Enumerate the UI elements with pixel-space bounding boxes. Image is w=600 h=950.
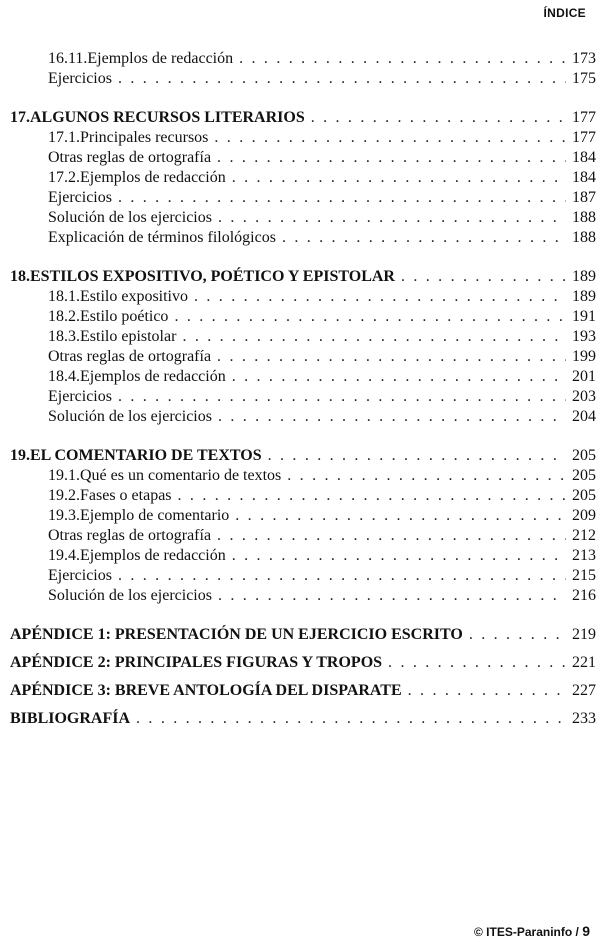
toc-entry-page: 203 bbox=[572, 388, 596, 405]
table-of-contents bbox=[10, 49, 596, 729]
toc-entry bbox=[10, 307, 596, 327]
toc-entry-page: 191 bbox=[572, 308, 596, 325]
toc-entry bbox=[10, 566, 596, 586]
toc-entry-page: 205 bbox=[572, 467, 596, 484]
toc-bibliography-title: BIBLIOGRAFÍA bbox=[10, 710, 131, 727]
dot-leader bbox=[218, 407, 566, 427]
toc-appendix bbox=[10, 653, 596, 673]
dot-leader bbox=[217, 148, 566, 168]
toc-entry bbox=[10, 486, 596, 506]
toc-entry-number: 18.1. bbox=[48, 288, 80, 305]
toc-entry bbox=[10, 208, 596, 228]
dot-leader bbox=[268, 446, 566, 466]
toc-entry-title: Ejercicios bbox=[48, 70, 112, 87]
toc-entry-number: 19.1. bbox=[48, 467, 80, 484]
toc-entry-title: Solución de los ejercicios bbox=[48, 209, 212, 226]
toc-appendix bbox=[10, 625, 596, 645]
toc-entry bbox=[10, 148, 596, 168]
toc-appendix-page: 227 bbox=[572, 682, 596, 699]
dot-leader bbox=[218, 586, 566, 606]
dot-leader bbox=[401, 267, 566, 287]
toc-entry-title: Ejemplo de comentario bbox=[80, 507, 230, 524]
toc-entry-title: Ejercicios bbox=[48, 189, 112, 206]
toc-entry-title: Otras reglas de ortografía bbox=[48, 527, 212, 544]
toc-chapter-title: EL COMENTARIO DE TEXTOS bbox=[30, 447, 262, 464]
dot-leader bbox=[217, 347, 566, 367]
publisher-credit: © ITES-Paraninfo / bbox=[474, 925, 579, 939]
toc-entry-page: 213 bbox=[572, 547, 596, 564]
dot-leader bbox=[469, 625, 566, 645]
dot-leader bbox=[232, 168, 566, 188]
toc-entry-title: Otras reglas de ortografía bbox=[48, 348, 212, 365]
dot-leader bbox=[232, 367, 566, 387]
toc-bibliography-page: 233 bbox=[572, 710, 596, 727]
toc-entry-number: 18.3. bbox=[48, 328, 80, 345]
page-footer bbox=[474, 923, 590, 939]
toc-entry-number: 16.11. bbox=[48, 50, 88, 67]
toc-entry bbox=[10, 69, 596, 89]
toc-entry bbox=[10, 168, 596, 188]
toc-entry bbox=[10, 188, 596, 208]
toc-appendix-title: APÉNDICE 1: PRESENTACIÓN DE UN EJERCICIO ESCRITO bbox=[10, 626, 463, 643]
toc-entry-page: 215 bbox=[572, 567, 596, 584]
toc-chapter-page: 189 bbox=[572, 268, 596, 285]
toc-bibliography bbox=[10, 709, 596, 729]
toc-entry bbox=[10, 506, 596, 526]
toc-entry-title: Ejercicios bbox=[48, 388, 112, 405]
toc-entry bbox=[10, 526, 596, 546]
dot-leader bbox=[232, 546, 566, 566]
toc-chapter-title: ALGUNOS RECURSOS LITERARIOS bbox=[30, 109, 305, 126]
toc-entry bbox=[10, 367, 596, 387]
toc-entry-title: Explicación de términos filológicos bbox=[48, 229, 276, 246]
dot-leader bbox=[118, 69, 566, 89]
toc-entry-number: 18.4. bbox=[48, 368, 80, 385]
dot-leader bbox=[217, 526, 566, 546]
toc-chapter-title: ESTILOS EXPOSITIVO, POÉTICO Y EPISTOLAR bbox=[30, 268, 395, 285]
toc-entry bbox=[10, 407, 596, 427]
toc-entry bbox=[10, 586, 596, 606]
toc-entry-number: 17.2. bbox=[48, 169, 80, 186]
toc-entry-title: Principales recursos bbox=[80, 129, 209, 146]
toc-entry bbox=[10, 128, 596, 148]
toc-chapter-number: 18. bbox=[10, 268, 30, 285]
toc-entry-title: Estilo poético bbox=[80, 308, 169, 325]
page-number: 9 bbox=[582, 923, 590, 939]
toc-chapter-page: 205 bbox=[572, 447, 596, 464]
toc-entry bbox=[10, 287, 596, 307]
dot-leader bbox=[218, 208, 566, 228]
toc-appendix-page: 219 bbox=[572, 626, 596, 643]
toc-appendix-title: APÉNDICE 3: BREVE ANTOLOGÍA DEL DISPARATE bbox=[10, 682, 402, 699]
toc-entry-number: 18.2. bbox=[48, 308, 80, 325]
toc-entry-title: Ejemplos de redacción bbox=[80, 169, 226, 186]
toc-entry-page: 188 bbox=[572, 229, 596, 246]
toc-chapter-number: 17. bbox=[10, 109, 30, 126]
toc-entry-title: Otras reglas de ortografía bbox=[48, 149, 212, 166]
dot-leader bbox=[118, 387, 566, 407]
toc-entry-page: 209 bbox=[572, 507, 596, 524]
toc-entry-page: 216 bbox=[572, 587, 596, 604]
dot-leader bbox=[282, 228, 566, 248]
toc-entry-number: 19.3. bbox=[48, 507, 80, 524]
dot-leader bbox=[136, 709, 566, 729]
toc-entry-title: Ejemplos de redacción bbox=[80, 368, 226, 385]
dot-leader bbox=[239, 49, 566, 69]
toc-entry bbox=[10, 546, 596, 566]
toc-entry-page: 212 bbox=[572, 527, 596, 544]
toc-entry-page: 193 bbox=[572, 328, 596, 345]
toc-entry-number: 19.4. bbox=[48, 547, 80, 564]
toc-entry-page: 189 bbox=[572, 288, 596, 305]
dot-leader bbox=[118, 566, 566, 586]
dot-leader bbox=[311, 108, 566, 128]
toc-chapter bbox=[10, 267, 596, 287]
dot-leader bbox=[118, 188, 566, 208]
toc-entry-page: 173 bbox=[572, 50, 596, 67]
toc-entry bbox=[10, 466, 596, 486]
dot-leader bbox=[287, 466, 566, 486]
toc-chapter-number: 19. bbox=[10, 447, 30, 464]
toc-entry-title: Ejemplos de redacción bbox=[87, 50, 234, 67]
toc-entry-title: Fases o etapas bbox=[80, 487, 172, 504]
dot-leader bbox=[182, 327, 566, 347]
toc-entry-title: Ejercicios bbox=[48, 567, 112, 584]
toc-chapter bbox=[10, 108, 596, 128]
dot-leader bbox=[408, 681, 566, 701]
toc-entry-page: 184 bbox=[572, 169, 596, 186]
toc-entry bbox=[10, 327, 596, 347]
dot-leader bbox=[174, 307, 566, 327]
toc-entry bbox=[10, 228, 596, 248]
running-header: ÍNDICE bbox=[543, 6, 586, 20]
toc-entry-page: 201 bbox=[572, 368, 596, 385]
toc-entry bbox=[10, 347, 596, 367]
dot-leader bbox=[178, 486, 566, 506]
toc-entry-number: 17.1. bbox=[48, 129, 80, 146]
toc-entry-title: Qué es un comentario de textos bbox=[80, 467, 282, 484]
toc-entry-page: 175 bbox=[572, 70, 596, 87]
toc-entry-page: 204 bbox=[572, 408, 596, 425]
toc-appendix-title: APÉNDICE 2: PRINCIPALES FIGURAS Y TROPOS bbox=[10, 654, 383, 671]
toc-entry-title: Solución de los ejercicios bbox=[48, 587, 212, 604]
toc-chapter-page: 177 bbox=[572, 109, 596, 126]
toc-entry-page: 177 bbox=[572, 129, 596, 146]
toc-entry-title: Estilo epistolar bbox=[80, 328, 177, 345]
toc-entry-page: 184 bbox=[572, 149, 596, 166]
toc-entry-title: Estilo expositivo bbox=[80, 288, 188, 305]
toc-entry-title: Ejemplos de redacción bbox=[80, 547, 226, 564]
toc-entry-page: 187 bbox=[572, 189, 596, 206]
toc-entry-number: 19.2. bbox=[48, 487, 80, 504]
toc-entry-page: 188 bbox=[572, 209, 596, 226]
dot-leader bbox=[388, 653, 566, 673]
toc-entry-title: Solución de los ejercicios bbox=[48, 408, 212, 425]
dot-leader bbox=[235, 506, 566, 526]
toc-appendix bbox=[10, 681, 596, 701]
toc-entry-page: 205 bbox=[572, 487, 596, 504]
toc-chapter bbox=[10, 446, 596, 466]
toc-entry bbox=[10, 49, 596, 69]
toc-entry bbox=[10, 387, 596, 407]
toc-appendix-page: 221 bbox=[572, 654, 596, 671]
dot-leader bbox=[194, 287, 566, 307]
toc-entry-page: 199 bbox=[572, 348, 596, 365]
dot-leader bbox=[214, 128, 566, 148]
